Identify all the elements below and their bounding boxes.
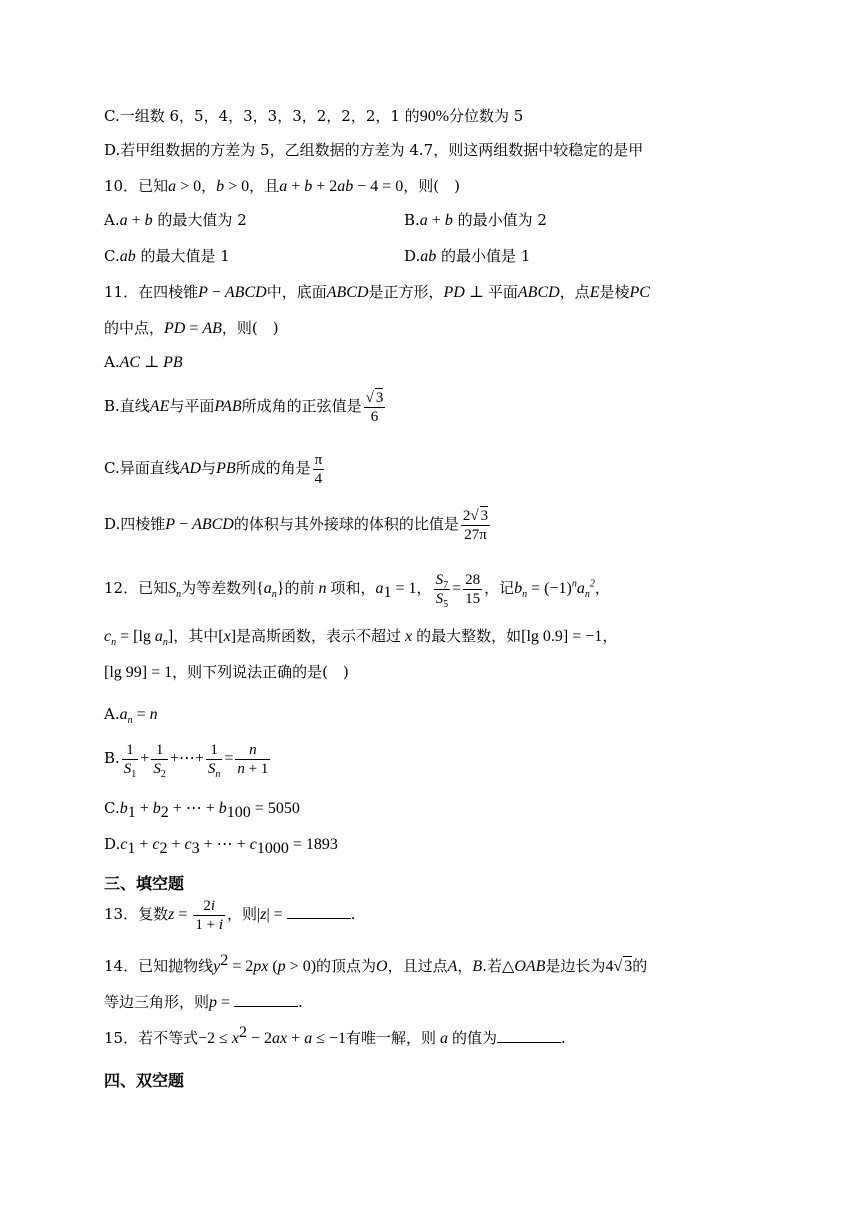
q11-text-2: 是正方形， — [368, 283, 444, 301]
q13-answer-blank[interactable] — [287, 904, 351, 919]
q12-line2-text-1: ，其中 — [173, 627, 219, 645]
q11-option-c: C.异面直线AD与PB所成的角是 $\frac{\pi}{4}$ — [104, 451, 323, 487]
q12-number: 12．已知 — [104, 579, 169, 597]
q9-option-c-tail: 分位数为 5 — [449, 107, 524, 125]
q12-text-1: 为等差数列 — [181, 579, 257, 597]
q13-fraction: $\frac{2i}{1 + i}$ — [195, 897, 223, 933]
q10-option-d: D.ab 的最小值是 1 — [404, 247, 531, 265]
q11-line2-text: 的中点， — [104, 319, 165, 337]
q14-stem-line2: 等边三角形，则p = . — [104, 993, 303, 1011]
q10-number: 10．已知 — [104, 177, 169, 195]
q11-option-d-fraction: $\frac{2√ 3}{27\pi}$ — [462, 508, 489, 543]
q11-option-b-text-2: 与平面 — [169, 397, 215, 415]
q11-text-5: 是棱 — [599, 283, 630, 301]
q11-option-c-text-2: 与 — [201, 459, 217, 477]
q14-number: 14．已知抛物线 — [104, 957, 214, 975]
q10-option-a-text: 的最大值为 2 — [157, 211, 247, 229]
q14-text-4: 是边长为 — [545, 957, 606, 975]
q12-option-a: $A.a_n = n$ — [104, 705, 158, 727]
q12-stem-line3: [lg 99] = 1，则下列说法正确的是( ) — [104, 663, 349, 681]
q11-stem-line2: 的中点，PD = AB，则( ) — [104, 319, 279, 337]
q12-option-d: $D.c_1 + c_2 + c_3$ + ⋯ + $c_{1000} = 1893$ — [104, 835, 338, 857]
q9-option-d: D.若甲组数据的方差为 5，乙组数据的方差为 4.7，则这两组数据中较稳定的是甲 — [104, 141, 644, 159]
q11-number: 11．在四棱锥 — [104, 283, 199, 301]
q12-text-3: 项和， — [330, 579, 376, 597]
q14-text-3: 若 — [486, 957, 502, 975]
q10-option-c: C.ab 的最大值是 1 — [104, 247, 230, 265]
q11-option-b: B.直线AE与平面PAB所成角的正弦值是 $\frac{√ 3}{6}$ — [104, 390, 384, 425]
q14-answer-blank[interactable] — [234, 992, 298, 1007]
q14-text-5: 的 — [632, 957, 648, 975]
q11-option-a: A.AC ⊥ PB — [104, 353, 183, 371]
q13-number: 13．复数 — [104, 905, 169, 923]
q12-line2-text-3: 的最大整数，如 — [416, 627, 522, 645]
q13-stem: 13．复数z = $\frac{2i}{1 + i}$ ，则|z| = . — [104, 897, 356, 933]
q12-stem-line2: $c_n = [\lg$ $a_n$]，其中[x]是高斯函数，表示不超过 x 的最大整数，如[lg 0.9] = −1， — [104, 627, 618, 649]
q11-text-4: ，点 — [559, 283, 590, 301]
q11-text-3: 平面 — [487, 283, 518, 301]
q10-option-a: A.a + b 的最大值为 2 — [104, 211, 247, 229]
q9-option-c-percent: 90% — [419, 108, 450, 125]
q11-option-c-fraction: $\frac{\pi}{4}$ — [314, 451, 323, 487]
q11-text-1: 中，底面 — [266, 283, 327, 301]
q10-tail: ，则( ) — [403, 177, 461, 195]
q10-option-d-text: 的最小值是 1 — [441, 247, 531, 265]
q10-option-b-text: 的最小值为 2 — [457, 211, 547, 229]
q12-option-b: B. $\frac{1}{S_1}$ + $\frac{1}{S_2}$ +⋯+ $\frac{1}{S_n}$ = $\frac{n}{n + 1}$ — [104, 741, 269, 780]
q15-text-1: 有唯一解，则 — [346, 1029, 437, 1047]
q9-option-c — [104, 106, 523, 127]
q11-option-b-text-1: B.直线 — [104, 397, 150, 415]
q12-option-c: $C.b_1 + b_2$ + ⋯ + $b_{100} = 5050$ — [104, 799, 300, 821]
q15-stem: 15．若不等式$-2 \le x^2 - 2ax + a \le -1$有唯一解，则 a 的值为 . — [104, 1024, 566, 1047]
q11-option-d-text-1: D.四棱锥 — [104, 515, 166, 533]
q11-option-b-fraction: $\frac{√ 3}{6}$ — [365, 390, 384, 425]
q11-option-c-text-1: C.异面直线 — [104, 459, 180, 477]
q11-option-b-text-3: 所成角的正弦值是 — [241, 397, 362, 415]
q14-text-2: ，且过点 — [387, 957, 448, 975]
section-3-heading: 三、填空题 — [104, 874, 185, 893]
q15-text-2: 的值为 — [452, 1029, 498, 1047]
q11-option-d: D.四棱锥P − ABCD的体积与其外接球的体积的比值是 $\frac{2√ 3}{27\pi}$ — [104, 508, 489, 543]
q12-stem: 12．已知$S_n$为等差数列$\{a_n\}$的前 n 项和，$a_1 = 1$， $\frac{S_7}{S_5}$ = $\frac{28}{15}$ ，记$b_n = (-1)^na_n^2$， — [104, 571, 610, 610]
q11-line2-tail: ，则( ) — [221, 319, 279, 337]
q12-ratio: $\frac{S_7}{S_5}$ — [435, 571, 449, 610]
q10-cond: a — [168, 178, 177, 195]
q14-text-1: 的顶点为 — [316, 957, 377, 975]
q15-number: 15．若不等式 — [104, 1029, 199, 1047]
q12-line3-tail: ，则下列说法正确的是( ) — [172, 663, 349, 681]
q11-option-d-text-2: 的体积与其外接球的体积的比值是 — [233, 515, 459, 533]
q14-stem: 14．已知抛物线$y^2 = 2px$ (p > 0)的顶点为O，且过点A，B.若△OAB是边长为4√ 3的 — [104, 952, 648, 975]
section-4-heading: 四、双空题 — [104, 1071, 185, 1090]
q10-option-b: B.a + b 的最小值为 2 — [404, 211, 547, 229]
q15-answer-blank[interactable] — [497, 1028, 561, 1043]
q9-option-c-text: C.一组数 6，5，4，3，3，3，2，2，2，1 的 — [104, 107, 420, 125]
q14-line2-text: 等边三角形，则 — [104, 993, 210, 1011]
q12-line2-text-2: 是高斯函数，表示不超过 — [236, 627, 402, 645]
q10-option-c-text: 的最大值是 1 — [140, 247, 230, 265]
q12-text-4: ，记 — [484, 579, 515, 597]
q11-stem: 11．在四棱锥P − ABCD中，底面ABCD是正方形，PD ⊥ 平面ABCD，点E是棱PC — [104, 283, 650, 301]
q12-text-2: 的前 — [284, 579, 315, 597]
q11-option-c-text-3: 所成的角是 — [235, 459, 311, 477]
q13-text-1: ，则 — [227, 905, 258, 923]
q10-stem: 10．已知a > 0，b > 0，且a + b + 2ab − 4 = 0，则( ) — [104, 177, 461, 195]
